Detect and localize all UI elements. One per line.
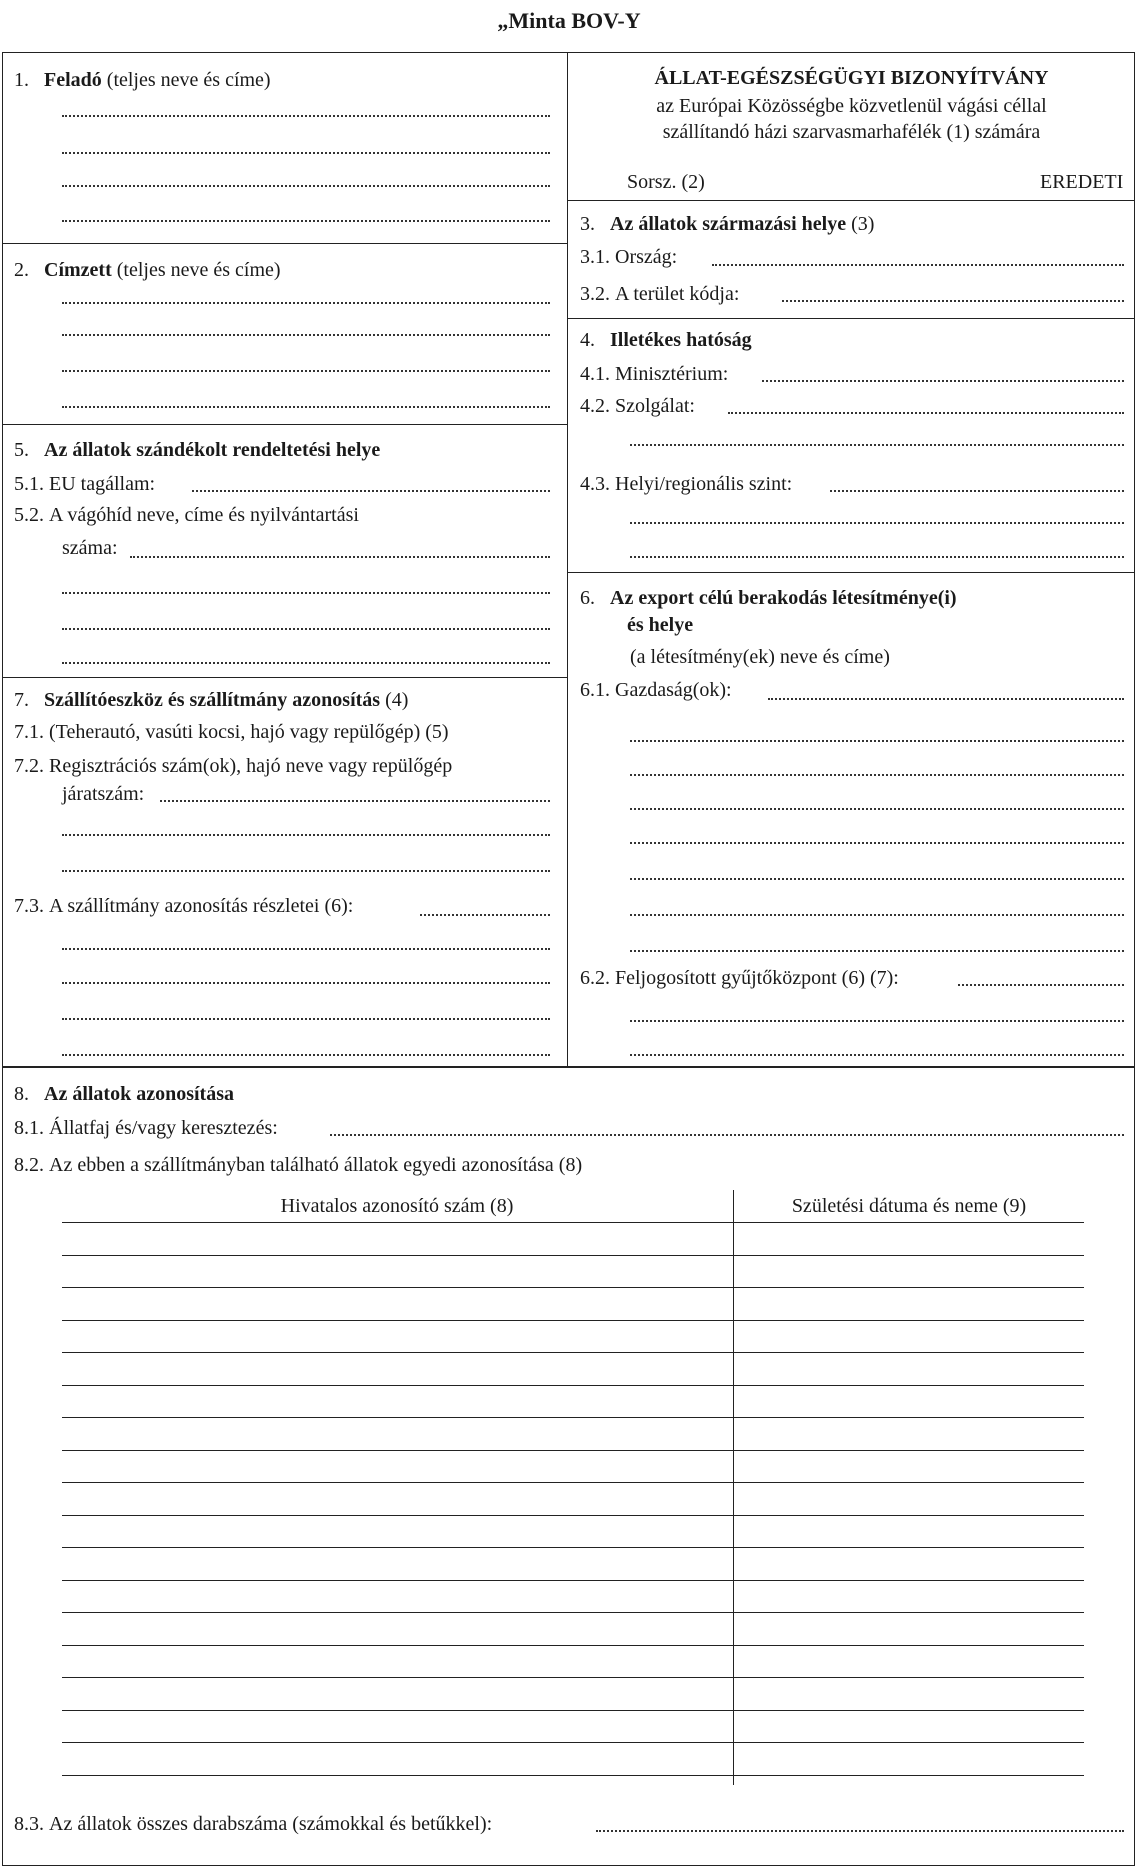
box5-2-text: A vágóhíd neve, címe és nyilvántartási <box>49 504 359 526</box>
box7-1-text: (Teherautó, vasúti kocsi, hajó vagy repülőgép) (5) <box>49 721 449 743</box>
consignment-id-line-4[interactable] <box>62 1018 550 1020</box>
box2-heading <box>14 258 281 282</box>
consignee-line-4[interactable] <box>62 406 550 408</box>
box4-2-text: Szolgálat: <box>615 395 695 417</box>
country-field[interactable] <box>712 264 1124 266</box>
box6-subtitle: (a létesítmény(ek) neve és címe) <box>630 646 890 668</box>
box6-number: 6. <box>580 587 595 609</box>
box8-heading <box>14 1082 234 1106</box>
box7-3-text: A szállítmány azonosítás részletei (6): <box>49 895 354 917</box>
birth-date-sex-row[interactable] <box>733 1710 1084 1711</box>
box3-1-text: Ország: <box>615 246 678 268</box>
official-id-row[interactable] <box>62 1255 733 1256</box>
sender-line-4[interactable] <box>62 220 550 222</box>
box4-3-number: 4.3. <box>580 473 610 495</box>
registration-line-1[interactable] <box>160 800 550 802</box>
local-level-field-3[interactable] <box>630 556 1124 558</box>
consignment-id-line-2[interactable] <box>62 948 550 950</box>
box7-2-continuation: járatszám: <box>62 783 145 805</box>
serial-number-label: Sorsz. (2) <box>627 171 705 193</box>
assembly-centre-line-1[interactable] <box>958 984 1124 986</box>
official-id-row[interactable] <box>62 1645 733 1646</box>
box8-2-label <box>14 1153 582 1177</box>
birth-date-sex-row[interactable] <box>733 1775 1084 1776</box>
consignment-id-line-5[interactable] <box>62 1054 550 1056</box>
certificate-subtitle-line-2: szállítandó házi szarvasmarhafélék (1) számára <box>662 121 1041 143</box>
birth-date-sex-row[interactable] <box>733 1255 1084 1256</box>
box7-note: (4) <box>380 689 409 711</box>
box4-heading <box>580 328 752 352</box>
slaughterhouse-line-2[interactable] <box>62 592 550 594</box>
official-id-row[interactable] <box>62 1385 733 1386</box>
official-id-row[interactable] <box>62 1580 733 1581</box>
official-id-row[interactable] <box>62 1320 733 1321</box>
box7-1-number: 7.1. <box>14 721 44 743</box>
box5-number: 5. <box>14 439 29 461</box>
birth-date-sex-row[interactable] <box>733 1287 1084 1288</box>
registration-line-2[interactable] <box>62 834 550 836</box>
birth-date-sex-row[interactable] <box>733 1645 1084 1646</box>
box4-2-number: 4.2. <box>580 395 610 417</box>
official-id-row[interactable] <box>62 1352 733 1353</box>
box6-1-number: 6.1. <box>580 679 610 701</box>
box6-2-text: Feljogosított gyűjtőközpont (6) (7): <box>615 967 899 989</box>
birth-date-sex-row[interactable] <box>733 1482 1084 1483</box>
box1-label: Feladó <box>44 69 102 91</box>
box7-2-number: 7.2. <box>14 755 44 777</box>
total-animals-field[interactable] <box>596 1830 1124 1832</box>
box7-heading <box>14 688 408 712</box>
box1-heading <box>14 68 271 92</box>
column-divider <box>567 52 568 1068</box>
consignee-line-1[interactable] <box>62 302 550 304</box>
holdings-line-2[interactable] <box>630 740 1124 742</box>
service-field-1[interactable] <box>728 412 1124 414</box>
id-table-column-divider <box>733 1190 734 1785</box>
birth-date-sex-row[interactable] <box>733 1515 1084 1516</box>
box3-2-text: A terület kódja: <box>615 283 740 305</box>
box3-1-number: 3.1. <box>580 246 610 268</box>
assembly-centre-line-2[interactable] <box>630 1020 1124 1022</box>
box3-2-number: 3.2. <box>580 283 610 305</box>
official-id-row[interactable] <box>62 1450 733 1451</box>
sender-line-1[interactable] <box>62 115 550 117</box>
box8-3-number: 8.3. <box>14 1813 44 1835</box>
box7-3-label <box>14 894 353 918</box>
form-model-title: „Minta BOV-Y <box>497 8 641 33</box>
box7-2-label <box>14 754 452 778</box>
slaughterhouse-line-3[interactable] <box>62 628 550 630</box>
local-level-field-1[interactable] <box>830 490 1124 492</box>
birth-date-sex-row[interactable] <box>733 1580 1084 1581</box>
divider-1-2 <box>2 243 567 244</box>
box4-1-text: Minisztérium: <box>615 363 729 385</box>
lower-form-frame <box>2 1066 1135 1866</box>
box6-1-text: Gazdaság(ok): <box>615 679 732 701</box>
official-id-row[interactable] <box>62 1222 733 1223</box>
holdings-line-3[interactable] <box>630 774 1124 776</box>
divider-2-5 <box>2 424 567 425</box>
box8-1-number: 8.1. <box>14 1117 44 1139</box>
official-id-row[interactable] <box>62 1287 733 1288</box>
service-field-2[interactable] <box>630 444 1124 446</box>
birth-date-sex-row[interactable] <box>733 1352 1084 1353</box>
slaughterhouse-line-1[interactable] <box>130 556 550 558</box>
region-code-field[interactable] <box>782 300 1124 302</box>
official-id-row[interactable] <box>62 1417 733 1418</box>
birth-date-sex-row[interactable] <box>733 1547 1084 1548</box>
birth-date-sex-row[interactable] <box>733 1417 1084 1418</box>
holdings-line-5[interactable] <box>630 842 1124 844</box>
box7-3-number: 7.3. <box>14 895 44 917</box>
consignment-id-line-3[interactable] <box>62 982 550 984</box>
birth-date-sex-row[interactable] <box>733 1742 1084 1743</box>
box6-1-label <box>580 678 732 702</box>
box8-2-number: 8.2. <box>14 1154 44 1176</box>
official-id-row[interactable] <box>62 1710 733 1711</box>
box7-1-label <box>14 720 449 744</box>
official-id-row[interactable] <box>62 1612 733 1613</box>
box6-label-line-2: és helye <box>627 614 694 636</box>
box3-label: Az állatok származási helye <box>610 213 847 235</box>
divider-header-3 <box>567 200 1135 201</box>
holdings-line-8[interactable] <box>630 950 1124 952</box>
official-id-row[interactable] <box>62 1515 733 1516</box>
box4-1-label <box>580 362 728 386</box>
box8-1-label <box>14 1116 278 1140</box>
box8-number: 8. <box>14 1083 29 1105</box>
ministry-field[interactable] <box>762 380 1124 382</box>
holdings-line-4[interactable] <box>630 808 1124 810</box>
divider-3-4 <box>567 318 1135 319</box>
box5-1-label <box>14 472 155 496</box>
official-id-row[interactable] <box>62 1775 733 1776</box>
box3-1-label <box>580 245 677 269</box>
box4-label: Illetékes hatóság <box>610 329 752 351</box>
holdings-line-6[interactable] <box>630 878 1124 880</box>
box3-note: (3) <box>846 213 875 235</box>
box8-label: Az állatok azonosítása <box>44 1083 234 1105</box>
divider-5-7 <box>2 677 567 678</box>
box4-number: 4. <box>580 329 595 351</box>
holdings-line-1[interactable] <box>768 698 1124 700</box>
box8-3-text: Az állatok összes darabszáma (számokkal és betűkkel): <box>49 1813 493 1835</box>
box5-heading <box>14 438 380 462</box>
registration-line-3[interactable] <box>62 870 550 872</box>
box6-2-number: 6.2. <box>580 967 610 989</box>
sender-line-3[interactable] <box>62 185 550 187</box>
certificate-heading: ÁLLAT-EGÉSZSÉGÜGYI BIZONYÍTVÁNY <box>654 67 1049 89</box>
birth-date-sex-row[interactable] <box>733 1320 1084 1321</box>
birth-date-sex-column-header: Születési dátuma és neme (9) <box>791 1195 1027 1217</box>
box1-label-note: (teljes neve és címe) <box>101 69 271 91</box>
official-id-row[interactable] <box>62 1482 733 1483</box>
certificate-subtitle-line-1: az Európai Közösségbe közvetlenül vágási céllal <box>656 95 1047 117</box>
box8-1-text: Állatfaj és/vagy keresztezés: <box>49 1117 278 1139</box>
birth-date-sex-row[interactable] <box>733 1222 1084 1223</box>
box2-label: Címzett <box>44 259 112 281</box>
consignment-id-line-1[interactable] <box>420 914 550 916</box>
box2-number: 2. <box>14 259 29 281</box>
box4-2-label <box>580 394 695 418</box>
box8-3-label <box>14 1812 492 1836</box>
box7-label: Szállítóeszköz és szállítmány azonosítás <box>44 689 381 711</box>
box1-number: 1. <box>14 69 29 91</box>
holdings-line-7[interactable] <box>630 914 1124 916</box>
consignee-line-3[interactable] <box>62 370 550 372</box>
birth-date-sex-row[interactable] <box>733 1385 1084 1386</box>
birth-date-sex-row[interactable] <box>733 1612 1084 1613</box>
original-label: EREDETI <box>1040 171 1124 193</box>
species-breed-field[interactable] <box>330 1134 1124 1136</box>
official-id-row[interactable] <box>62 1677 733 1678</box>
sender-line-2[interactable] <box>62 152 550 154</box>
box5-1-number: 5.1. <box>14 473 44 495</box>
box4-3-text: Helyi/regionális szint: <box>615 473 793 495</box>
official-id-column-header: Hivatalos azonosító szám (8) <box>280 1195 514 1217</box>
box5-2-continuation: száma: <box>62 537 118 559</box>
assembly-centre-line-3[interactable] <box>630 1054 1124 1056</box>
box7-2-text: Regisztrációs szám(ok), hajó neve vagy repülőgép <box>49 755 453 777</box>
birth-date-sex-row[interactable] <box>733 1450 1084 1451</box>
slaughterhouse-line-4[interactable] <box>62 662 550 664</box>
box8-2-text: Az ebben a szállítmányban található állatok egyedi azonosítása (8) <box>49 1154 583 1176</box>
box3-2-label <box>580 282 739 306</box>
box4-1-number: 4.1. <box>580 363 610 385</box>
box5-label: Az állatok szándékolt rendeltetési helye <box>44 439 381 461</box>
official-id-row[interactable] <box>62 1742 733 1743</box>
box4-3-label <box>580 472 792 496</box>
box5-2-number: 5.2. <box>14 504 44 526</box>
eu-member-state-field[interactable] <box>192 490 550 492</box>
box2-label-note: (teljes neve és címe) <box>111 259 281 281</box>
consignee-line-2[interactable] <box>62 334 550 336</box>
box5-2-label <box>14 503 359 527</box>
box6-label-line-1: Az export célú berakodás létesítménye(i) <box>610 587 957 609</box>
local-level-field-2[interactable] <box>630 522 1124 524</box>
box7-number: 7. <box>14 689 29 711</box>
box6-heading <box>580 586 957 610</box>
official-id-row[interactable] <box>62 1547 733 1548</box>
box3-heading <box>580 212 874 236</box>
box6-2-label <box>580 966 899 990</box>
box5-1-text: EU tagállam: <box>49 473 156 495</box>
birth-date-sex-row[interactable] <box>733 1677 1084 1678</box>
divider-4-6 <box>567 572 1135 573</box>
box3-number: 3. <box>580 213 595 235</box>
